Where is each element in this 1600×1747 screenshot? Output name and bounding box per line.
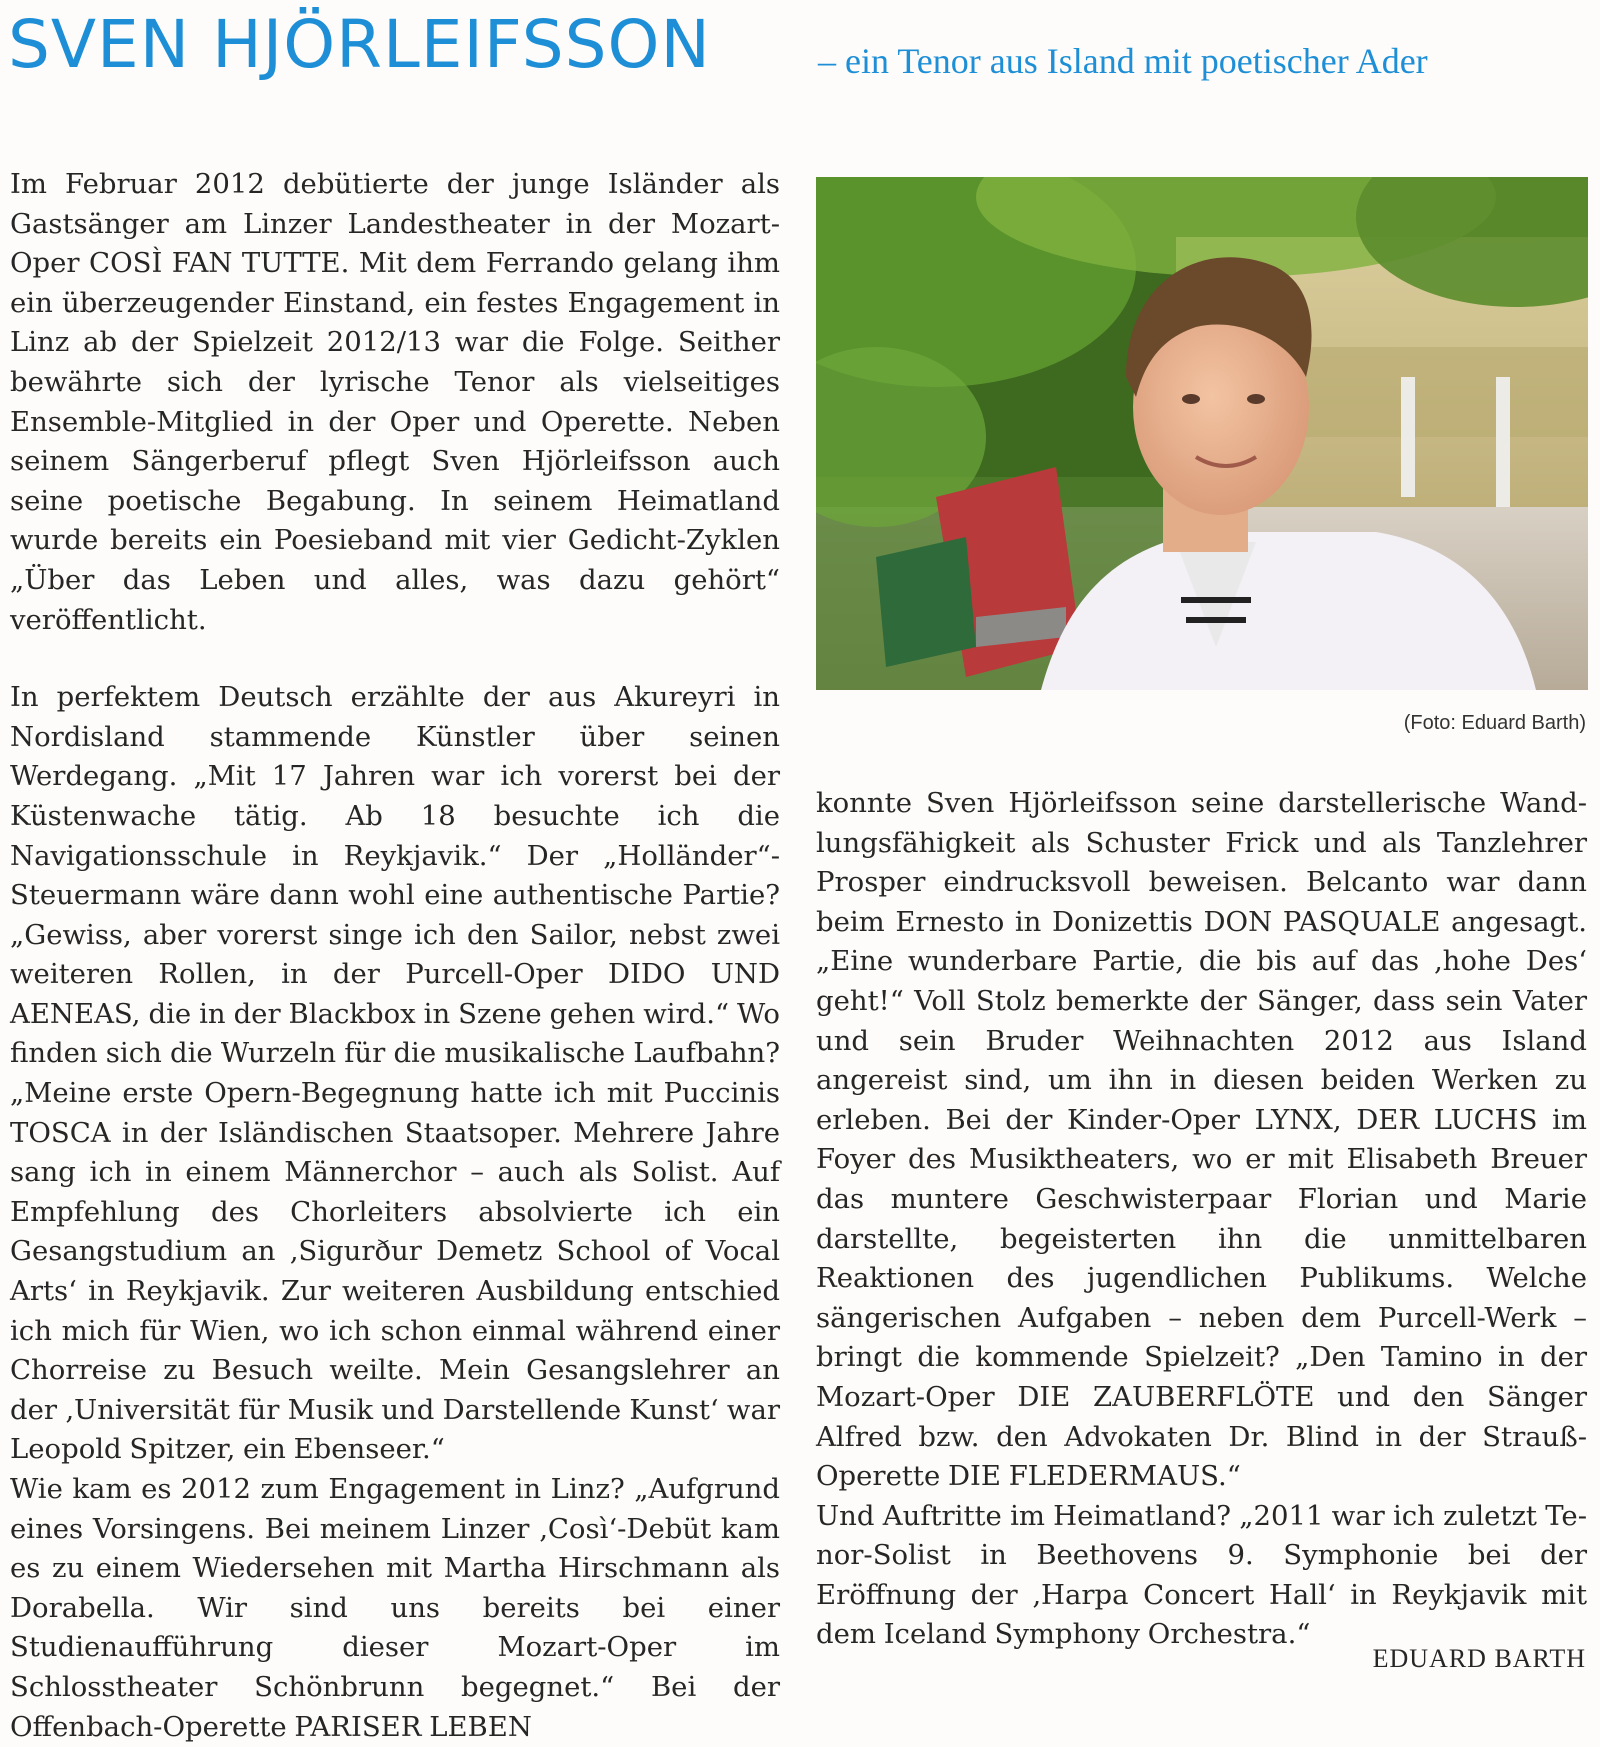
- paragraph-linz: Wie kam es 2012 zum Engagement in Linz? „Aufgrund eines Vorsingens. Bei meinem Linzer ‚Così‘-Debüt kam es zu einem Wiedersehen mit Martha Hirschmann als Dorabella. Wir sind uns bereits bei einer Studienaufführung dieser Mozart-Oper im Schlosstheater Schönbrunn begegnet.“ Bei der Offenbach-Operette PARISER LEBEN: [10, 1473, 780, 1743]
- article-subtitle: – ein Tenor aus Island mit poetischer Ader: [818, 41, 1428, 81]
- portrait-photo: [816, 177, 1588, 690]
- paragraph-career: In perfektem Deutsch erzählte der aus Akureyri in Nordisland stammende Künstler über seinen Werdegang. „Mit 17 Jahren war ich vorerst bei der Küstenwache tätig. Ab 18 besuchte ich die Navigationsschule in Reykjavik.“ Der „Holländer“-Steuermann wäre dann wohl eine authentische Partie? „Gewiss, aber vorerst singe ich den Sailor, nebst zwei weiteren Rollen, in der Purcell-Oper DIDO UND AENEAS, die in der Blackbox in Szene gehen wird.“ Wo finden sich die Wurzeln für die musikalische Laufbahn? „Meine erste Opern-Begegnung hatte ich mit Puccinis TOSCA in der Isländischen Staatsoper. Mehrere Jahre sang ich in einem Männerchor – auch als Solist. Auf Empfehlung des Chorleiters absolvierte ich ein Gesangstudium an ‚Sigurður Demetz School of Vocal Arts‘ in Reykjavik. Zur weiteren Ausbildung entschied ich mich für Wien, wo ich schon einmal während einer Chorreise zu Besuch weilte. Mein Gesangslehrer an der ‚Universität für Musik und Darstellende Kunst‘ war Leopold Spitzer, ein Ebenseer.“: [10, 681, 780, 1466]
- right-column: [816, 784, 1587, 1655]
- left-column: [10, 165, 780, 1747]
- paragraph-intro: Im Februar 2012 debütierte der junge Isländer als Gastsänger am Linzer Landestheater in der Mozart-Oper COSÌ FAN TUTTE. Mit dem Ferrando gelang ihm ein überzeugender Einstand, ein festes Engagement in Linz ab der Spielzeit 2012/13 war die Folge. Seither bewährte sich der lyrische Tenor als vielseitiges Ensemble-Mitglied in der Oper und Operette. Neben seinem Sängerberuf pflegt Sven Hjörleifsson auch seine poetische Begabung. In seinem Heimatland wurde bereits ein Poesieband mit vier Gedicht-Zyklen „Über das Leben und alles, was dazu gehört“ veröffentlicht.: [10, 168, 780, 636]
- paragraph-homeland: Und Auftritte im Heimatland? „2011 war ich zuletzt Tenor-Solist in Beethovens 9. Symphonie bei der Eröffnung der ‚Harpa Concert Hall‘ in Reykjavik mit dem Iceland Symphony Orchestra.“: [816, 1499, 1587, 1651]
- photo-caption: (Foto: Eduard Barth): [1403, 712, 1586, 734]
- author-signature: EDUARD BARTH: [1372, 1644, 1586, 1673]
- paragraph-roles: konnte Sven Hjörleifsson seine darstellerische Wandlungsfähigkeit als Schuster Frick und als Tanzlehrer Prosper eindrucksvoll beweisen. Belcanto war dann beim Ernesto in Donizettis DON PASQUALE angesagt. „Eine wunderbare Partie, die bis auf das ‚hohe Des‘ geht!“ Voll Stolz bemerkte der Sänger, dass sein Vater und sein Bruder Weihnachten 2012 aus Island angereist sind, um ihn in diesen beiden Werken zu erleben. Bei der Kinder-Oper LYNX, DER LUCHS im Foyer des Musiktheaters, wo er mit Elisabeth Breuer das muntere Geschwisterpaar Florian und Marie darstellte, begeisterten ihn die unmittelbaren Reaktionen des jugendlichen Publikums. Welche sängerischen Aufgaben – neben dem Purcell-Werk – bringt die kommende Spielzeit? „Den Tamino in der Mozart-Oper DIE ZAUBERFLÖTE und den Sänger Alfred bzw. den Advokaten Dr. Blind in der Strauß-Operette DIE FLEDERMAUS.“: [816, 787, 1587, 1493]
- photo-illustration: [816, 177, 1588, 690]
- article-title: SVEN HJÖRLEIFSSON: [8, 6, 711, 83]
